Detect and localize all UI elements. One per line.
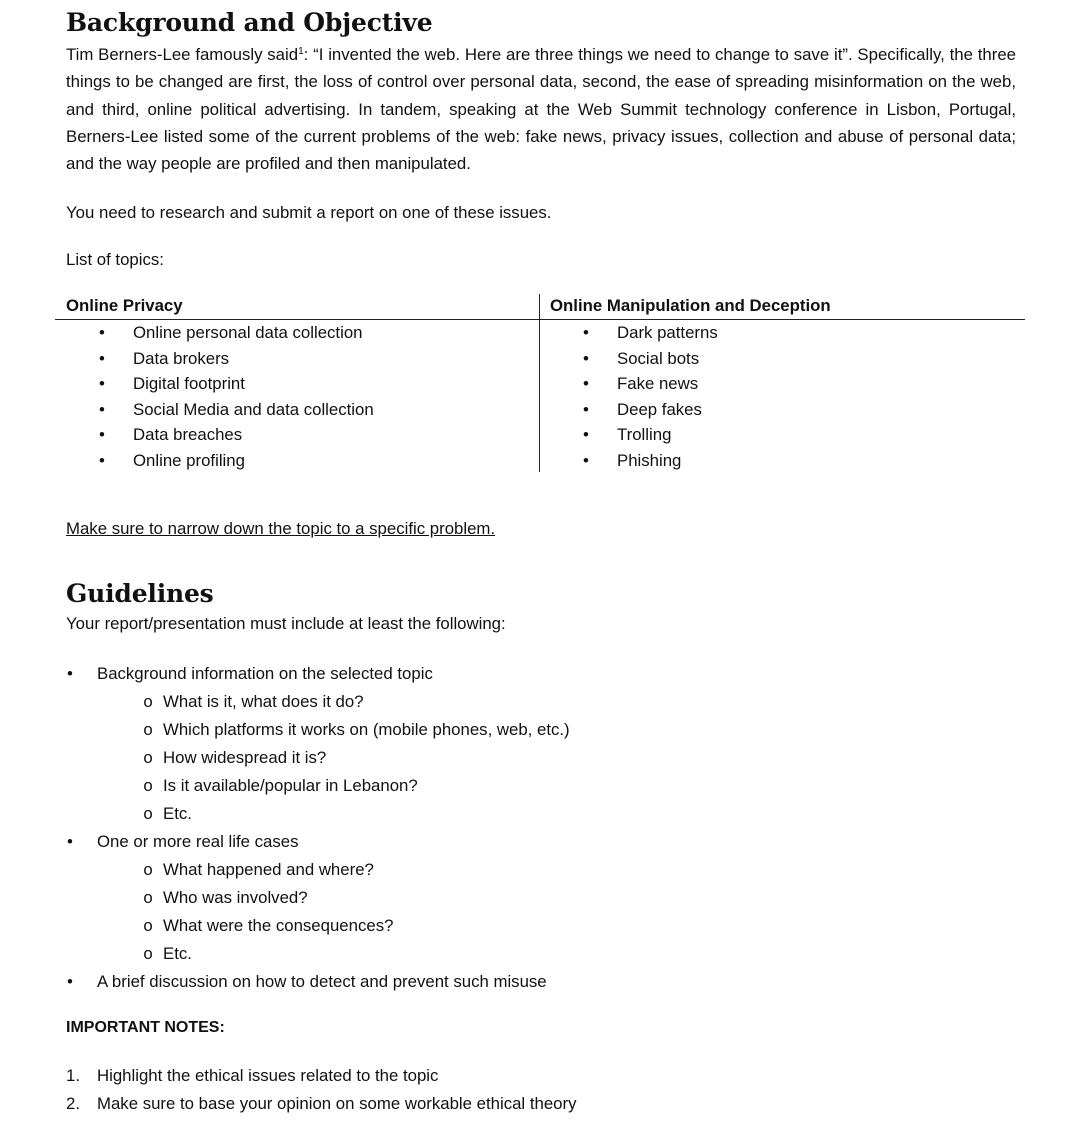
bullet-icon: •	[99, 348, 105, 368]
guideline-subitem-text: What is it, what does it do?	[163, 692, 364, 711]
note-number: 1.	[66, 1066, 80, 1085]
sub-bullet-icon: o	[143, 888, 153, 907]
guideline-subitem-text: Etc.	[163, 804, 192, 823]
topic-label: Social bots	[617, 348, 700, 368]
topic-label: Online profiling	[133, 450, 245, 470]
sub-bullet-icon: o	[143, 692, 153, 711]
bullet-icon: •	[99, 425, 105, 445]
guideline-item-text: A brief discussion on how to detect and prevent such misuse	[97, 972, 547, 991]
bullet-icon: •	[583, 323, 589, 342]
topic-list-item	[99, 320, 374, 346]
topic-label: Fake news	[617, 374, 699, 394]
topics-label: List of topics:	[66, 250, 164, 269]
sub-bullet-icon: o	[143, 748, 153, 767]
sub-bullet-icon: o	[143, 944, 153, 963]
topic-list-item	[99, 448, 374, 474]
topic-list-item	[583, 397, 718, 423]
topics-table	[55, 294, 1025, 472]
guidelines-heading: Guidelines	[66, 579, 214, 608]
topic-label: Dark patterns	[617, 323, 718, 342]
bullet-icon: •	[99, 374, 105, 394]
sub-bullet-icon: o	[143, 804, 153, 823]
guideline-subitem-text: What happened and where?	[163, 860, 374, 879]
guideline-subitem-text: Which platforms it works on (mobile phones, web, etc.)	[163, 720, 570, 739]
sub-bullet-icon: o	[143, 860, 153, 879]
bullet-icon: •	[99, 399, 105, 419]
topic-list-item	[583, 320, 718, 346]
bullet-icon: •	[583, 374, 589, 394]
bullet-icon: •	[583, 450, 589, 470]
table-column-divider	[539, 294, 540, 472]
guideline-subitem-text: How widespread it is?	[163, 748, 327, 767]
note-number: 2.	[66, 1094, 80, 1113]
intro-text-part1: Tim Berners-Lee famously said	[66, 45, 299, 64]
intro-text-part2: : “I invented the web. Here are three things we need to change to save it”. Specifically, the three things to be changed are first, the loss of control over personal data, second, the ease of spreading misinformation on the web, and third, online political advertising. In tandem, speaking at the Web Summit technology conference in Lisbon, Portugal, Berners-Lee listed some of the current problems of the web: fake news, privacy issues, collection and abuse of personal data; and the way people are profiled and then manipulated.	[66, 45, 1016, 174]
topics-left-list	[99, 320, 374, 474]
sub-bullet-icon: o	[143, 776, 153, 795]
topic-list-item	[99, 422, 374, 448]
narrow-topic-note: Make sure to narrow down the topic to a specific problem.	[66, 519, 496, 538]
guidelines-intro: Your report/presentation must include at least the following:	[66, 614, 506, 633]
note-item-text: Make sure to base your opinion on some workable ethical theory	[97, 1094, 577, 1113]
bullet-icon: •	[67, 664, 73, 683]
important-notes-title: IMPORTANT NOTES:	[66, 1019, 225, 1036]
bullet-icon: •	[67, 832, 73, 851]
bullet-icon: •	[99, 450, 105, 470]
topic-list-item	[583, 371, 718, 397]
sub-bullet-icon: o	[143, 916, 153, 935]
topic-label: Data breaches	[133, 425, 243, 445]
bullet-icon: •	[583, 399, 589, 419]
guideline-subitem-text: Who was involved?	[163, 888, 308, 907]
topic-list-item	[99, 371, 374, 397]
topics-right-header: Online Manipulation and Deception	[550, 296, 831, 315]
topic-list-item	[99, 397, 374, 423]
guideline-item-text: One or more real life cases	[97, 832, 299, 851]
topics-right-list	[583, 320, 718, 474]
guideline-subitem-text: Is it available/popular in Lebanon?	[163, 776, 418, 795]
task-sentence: You need to research and submit a report on one of these issues.	[66, 203, 552, 222]
footnote-marker[interactable]: 1	[298, 46, 304, 57]
intro-paragraph	[66, 41, 1016, 177]
topics-left-header: Online Privacy	[66, 296, 183, 315]
note-item-text: Highlight the ethical issues related to the topic	[97, 1066, 439, 1085]
bullet-icon: •	[583, 348, 589, 368]
topic-label: Digital footprint	[133, 374, 245, 394]
topic-label: Data brokers	[133, 348, 230, 368]
guideline-subitem-text: What were the consequences?	[163, 916, 394, 935]
topic-list-item	[583, 422, 718, 448]
guideline-subitem-text: Etc.	[163, 944, 192, 963]
topic-list-item	[583, 346, 718, 372]
topic-label: Online personal data collection	[133, 323, 363, 342]
sub-bullet-icon: o	[143, 720, 153, 739]
topic-list-item	[583, 448, 718, 474]
topic-label: Trolling	[617, 425, 672, 445]
bullet-icon: •	[99, 323, 105, 342]
background-heading: Background and Objective	[66, 8, 433, 37]
topic-list-item	[99, 346, 374, 372]
topic-label: Deep fakes	[617, 399, 702, 419]
topic-label: Social Media and data collection	[133, 399, 374, 419]
guideline-item-text: Background information on the selected topic	[97, 664, 433, 683]
bullet-icon: •	[67, 972, 73, 991]
bullet-icon: •	[583, 425, 589, 445]
topic-label: Phishing	[617, 450, 682, 470]
